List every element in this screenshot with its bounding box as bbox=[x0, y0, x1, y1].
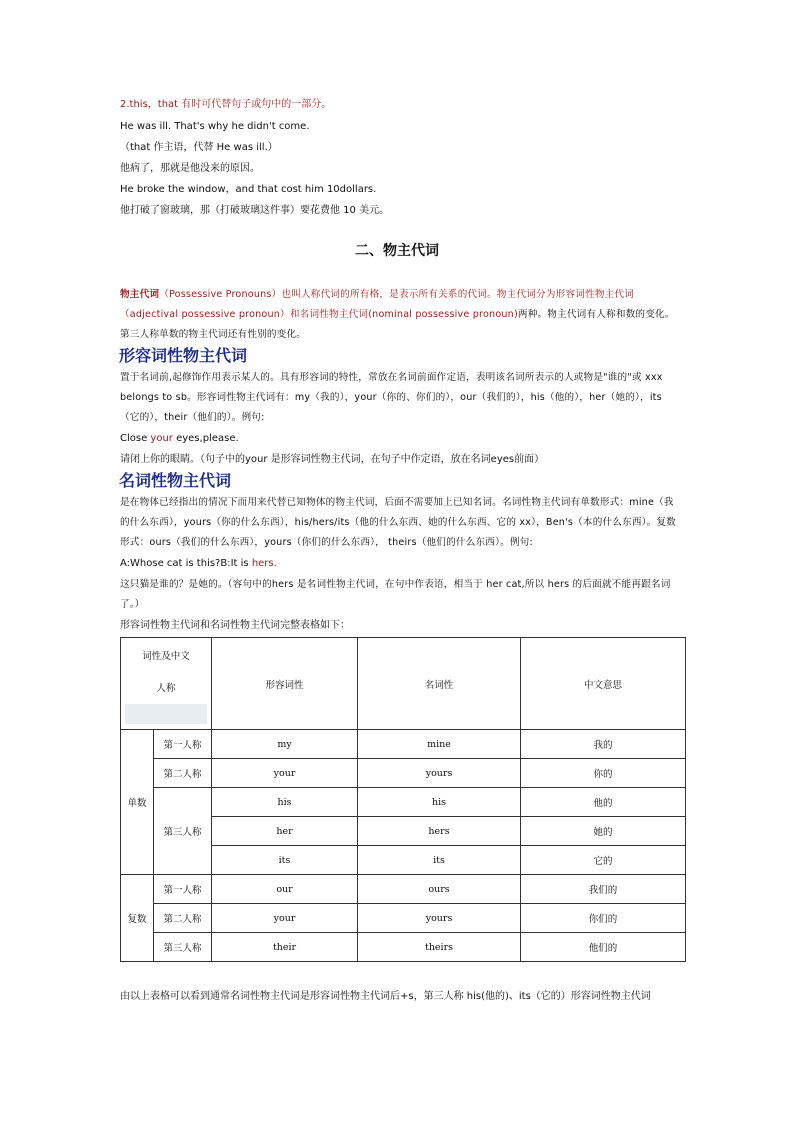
table-header-row bbox=[121, 638, 686, 730]
header-adj: 形容词性 bbox=[212, 638, 358, 730]
person-label: 第二人称 bbox=[154, 759, 212, 788]
person-label: 第一人称 bbox=[154, 730, 212, 759]
intro-example-cn-1: 他病了，那就是他没来的原因。 bbox=[120, 163, 260, 174]
person-label: 第三人称 bbox=[154, 933, 212, 962]
group-plural: 复数 bbox=[121, 875, 154, 962]
table-row bbox=[121, 788, 686, 817]
adj-example bbox=[120, 432, 239, 446]
table-intro: 形容词性物主代词和名词性物主代词完整表格如下： bbox=[120, 620, 350, 631]
cell-nom: mine bbox=[358, 730, 521, 759]
header-nom: 名词性 bbox=[358, 638, 521, 730]
section-title: 二、物主代词 bbox=[355, 243, 439, 259]
cell-nom: ours bbox=[358, 875, 521, 904]
corner-shading bbox=[125, 704, 207, 724]
cell-cn: 我的 bbox=[521, 730, 686, 759]
definition-term: 物主代词 bbox=[120, 289, 160, 300]
cell-cn: 我们的 bbox=[521, 875, 686, 904]
adj-example-pre: Close bbox=[120, 433, 151, 444]
definition-and: 和 bbox=[289, 309, 300, 320]
cell-adj: our bbox=[212, 875, 358, 904]
table-row bbox=[121, 759, 686, 788]
cell-nom: its bbox=[358, 846, 521, 875]
person-label: 第二人称 bbox=[154, 904, 212, 933]
definition-term-en: （Possessive Pronouns） bbox=[159, 289, 282, 300]
definition-paragraph bbox=[120, 285, 678, 345]
table-row bbox=[121, 933, 686, 962]
cell-cn: 她的 bbox=[521, 817, 686, 846]
table-row bbox=[121, 730, 686, 759]
cell-adj: her bbox=[212, 817, 358, 846]
cell-adj: your bbox=[212, 904, 358, 933]
table-corner-cell bbox=[121, 638, 212, 730]
adj-section-paragraph: 置于名词前,起修饰作用表示某人的。具有形容词的特性，常放在名词前面作定语，表明该名词所表示的人或物是"谁的"或 xxx belongs to sb。形容词性物主代词有：my（我的），your（你的、你们的），our（我们的），his（他的），her（她的），its（它的），their（他们的）。例句: bbox=[120, 372, 663, 423]
table-row bbox=[121, 875, 686, 904]
footer-line: 由以上表格可以看到通常名词性物主代词是形容词性物主代词后+s，第三人称 his(他的)、its（它的）形容词性物主代词 bbox=[120, 991, 651, 1002]
intro-example-en-2: He broke the window，and that cost him 10dollars. bbox=[120, 184, 377, 195]
adj-section-heading: 形容词性物主代词 bbox=[119, 346, 248, 365]
nom-example-pre: A:Whose cat is this?B:It is bbox=[120, 558, 252, 569]
intro-example-en-1: He was ill. That's why he didn't come. bbox=[120, 121, 310, 132]
nom-section-heading: 名词性物主代词 bbox=[119, 471, 232, 490]
nom-example-word: hers. bbox=[251, 558, 277, 569]
cell-nom: yours bbox=[358, 759, 521, 788]
header-cn: 中文意思 bbox=[521, 638, 686, 730]
cell-cn: 它的 bbox=[521, 846, 686, 875]
cell-nom: theirs bbox=[358, 933, 521, 962]
person-label: 第三人称 bbox=[154, 788, 212, 875]
adj-example-post: eyes,please. bbox=[172, 433, 239, 444]
nom-example-explain: 这只猫是谁的？是她的。（容句中的hers 是名词性物主代词，在句中作表语，相当于 her cat,所以 hers 的后面就不能再跟名词了。） bbox=[120, 579, 671, 610]
cell-adj: your bbox=[212, 759, 358, 788]
cell-nom: his bbox=[358, 788, 521, 817]
definition-nom-en: (nominal possessive pronoun) bbox=[368, 309, 518, 320]
cell-adj: my bbox=[212, 730, 358, 759]
cell-nom: hers bbox=[358, 817, 521, 846]
nom-example bbox=[120, 557, 277, 571]
intro-example-cn-2: 他打破了窗玻璃，那（打破玻璃这件事）要花费他 10 美元。 bbox=[120, 205, 390, 216]
cell-adj: their bbox=[212, 933, 358, 962]
cell-cn: 你的 bbox=[521, 759, 686, 788]
cell-cn: 他的 bbox=[521, 788, 686, 817]
intro-note: （that 作主语，代替 He was ill.） bbox=[120, 142, 278, 153]
adj-example-explain: 请闭上你的眼睛。（句子中的your 是形容词性物主代词，在句子中作定语，放在名词eyes前面） bbox=[120, 454, 545, 465]
cell-cn: 你们的 bbox=[521, 904, 686, 933]
cell-cn: 他们的 bbox=[521, 933, 686, 962]
cell-adj: his bbox=[212, 788, 358, 817]
cell-nom: yours bbox=[358, 904, 521, 933]
definition-nom-term: 名词性物主代词 bbox=[299, 309, 369, 320]
intro-point-2: 2.this，that 有时可代替句子或句中的一部分。 bbox=[120, 99, 332, 110]
definition-mid: 也叫人称代词的所有格，是表示所有关系的代词。物主代词分为形容词性物主代词 bbox=[281, 289, 634, 300]
pronoun-table bbox=[120, 637, 686, 962]
definition-tail: 两种。物主代词有人称和数的变化。第三人称单数的物主代词还有性别的变化。 bbox=[120, 309, 675, 340]
cell-adj: its bbox=[212, 846, 358, 875]
group-singular: 单数 bbox=[121, 730, 154, 875]
corner-top-label: 词性及中文 bbox=[142, 651, 190, 662]
nom-section-paragraph: 是在物体已经指出的情况下而用来代替已知物体的物主代词，后面不需要加上已知名词。名词性物主代词有单数形式：mine（我的什么东西），yours（你的什么东西），his/hers/its（他的什么东西、她的什么东西、它的 xx），Ben's（本的什么东西）。复数形式：ours（我们的什么东西），yours（你们的什么东西）， theirs（他们的什么东西）。例句: bbox=[120, 497, 677, 548]
table-row bbox=[121, 904, 686, 933]
adj-example-word: your bbox=[150, 433, 173, 444]
corner-bottom-label: 人称 bbox=[156, 683, 176, 694]
definition-adj-en: （adjectival possessive pronoun） bbox=[120, 309, 290, 320]
person-label: 第一人称 bbox=[154, 875, 212, 904]
